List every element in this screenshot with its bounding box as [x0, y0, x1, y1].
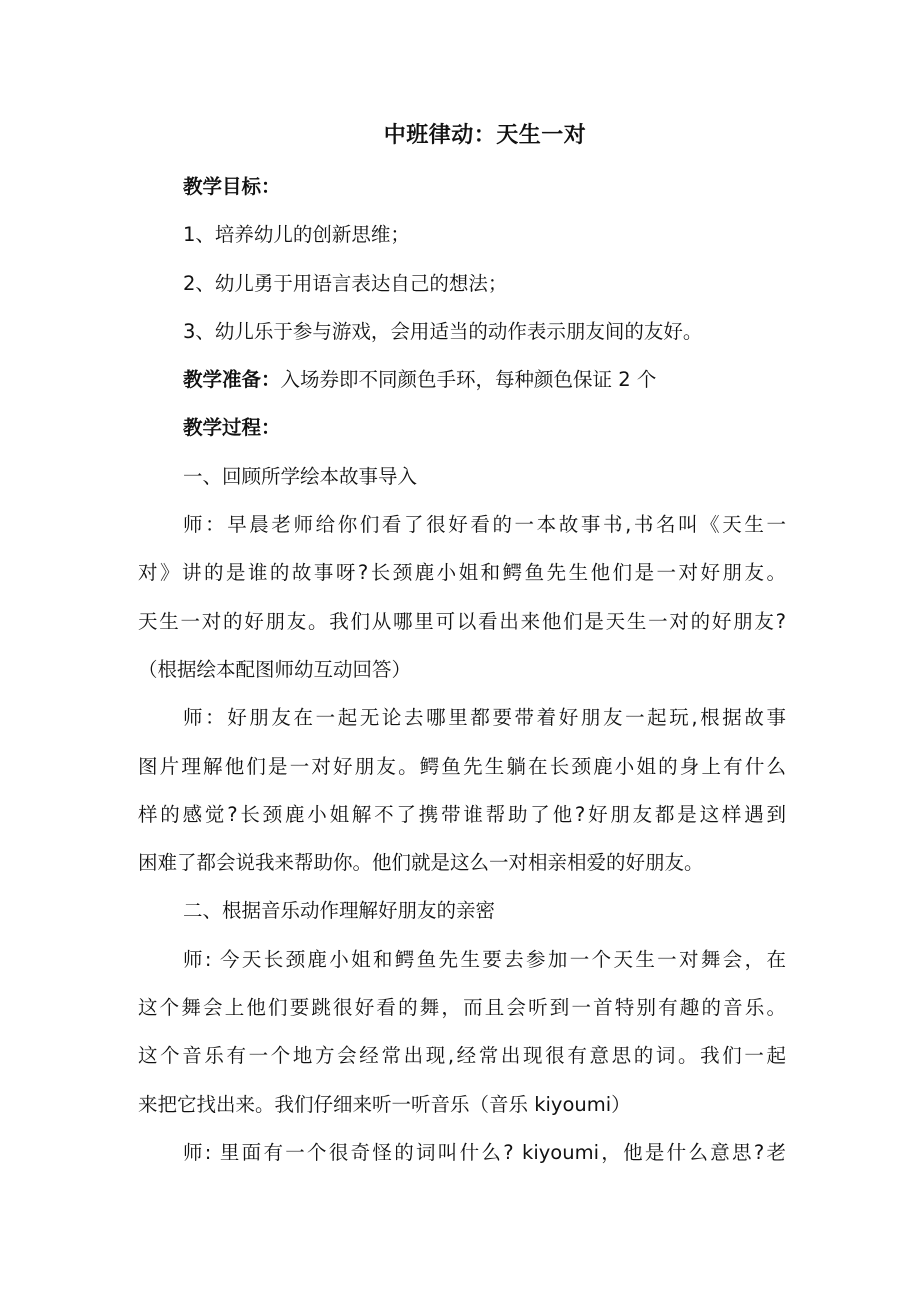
prep-line [138, 356, 786, 404]
paragraph-line: 天生一对的好朋友。我们从哪里可以看出来他们是天生一对的好朋友? [138, 609, 786, 633]
paragraph-line: 师: 里面有一个很奇怪的词叫什么? kiyoumi，他是什么意思?老 [183, 1140, 786, 1164]
paragraph-line: 图片理解他们是一对好朋友。鳄鱼先生躺在长颈鹿小姐的身上有什么 [138, 754, 786, 778]
paragraph-line: 这个舞会上他们要跳很好看的舞，而且会听到一首特别有趣的音乐。 [138, 996, 786, 1020]
paragraph-line: 师: 今天长颈鹿小姐和鳄鱼先生要去参加一个天生一对舞会，在 [183, 947, 786, 971]
paragraph-line: 对》讲的是谁的故事呀?长颈鹿小姐和鳄鱼先生他们是一对好朋友。 [138, 561, 786, 585]
paragraph-line: 这个音乐有一个地方会经常出现,经常出现很有意思的词。我们一起 [138, 1044, 786, 1068]
goals-heading: 教学目标： [183, 175, 281, 198]
paragraph-line: 师：好朋友在一起无论去哪里都要带着好朋友一起玩,根据故事 [183, 706, 786, 730]
document-body [138, 163, 786, 1177]
prep-text: 入场券即不同颜色手环，每种颜色保证 2 个 [280, 368, 657, 392]
paragraph-line: 来把它找出来。我们仔细来听一听音乐（音乐 kiyoumi） [138, 1092, 631, 1116]
document-title: 中班律动：天生一对 [383, 123, 587, 148]
paragraph-line: （根据绘本配图师幼互动回答） [138, 657, 412, 681]
paragraph-line: 师：早晨老师给你们看了很好看的一本故事书,书名叫《天生一 [183, 513, 786, 537]
section-title: 一、回顾所学绘本故事导入 [183, 464, 418, 488]
goal-item: 2、幼儿勇于用语言表达自己的想法； [183, 271, 508, 295]
prep-heading: 教学准备： [183, 368, 281, 392]
section-title: 二、根据音乐动作理解好朋友的亲密 [183, 899, 496, 923]
paragraph-line: 困难了都会说我来帮助你。他们就是这么一对相亲相爱的好朋友。 [138, 851, 704, 875]
process-heading: 教学过程： [183, 416, 281, 440]
paragraph-line: 样的感觉?长颈鹿小姐解不了携带谁帮助了他?好朋友都是这样遇到 [138, 802, 786, 826]
goal-item: 1、培养幼儿的创新思维； [183, 223, 410, 247]
goal-item: 3、幼儿乐于参与游戏，会用适当的动作表示朋友间的友好。 [183, 319, 703, 343]
